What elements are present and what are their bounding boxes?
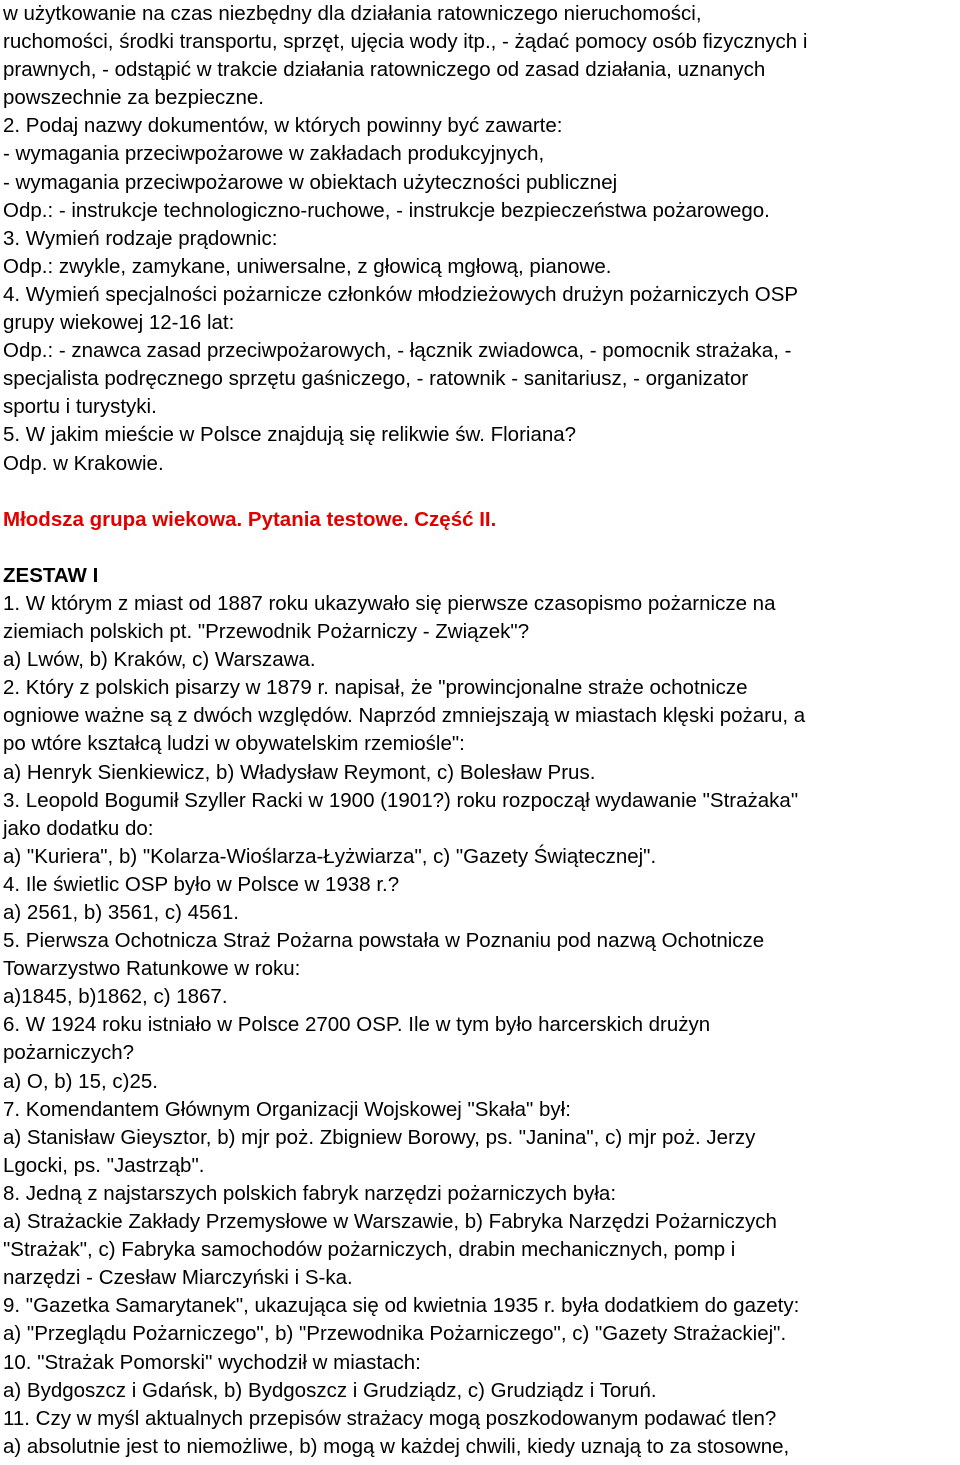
text-line: powszechnie za bezpieczne.: [3, 86, 264, 110]
question-line: 4. Wymień specjalności pożarnicze członków młodzieżowych drużyn pożarniczych OSP: [3, 282, 799, 306]
options-line: a) Stanisław Gieysztor, b) mjr poż. Zbigniew Borowy, ps. "Janina", c) mjr poż. Jerzy: [3, 1125, 756, 1149]
options-line: a) Strażackie Zakłady Przemysłowe w Warszawie, b) Fabryka Narzędzi Pożarniczych: [3, 1210, 777, 1234]
text-line: Towarzystwo Ratunkowe w roku:: [3, 957, 301, 981]
question-line: 11. Czy w myśl aktualnych przepisów strażacy mogą poszkodowanym podawać tlen?: [3, 1406, 777, 1430]
blank-line: [3, 534, 957, 562]
text-line: - wymagania przeciwpożarowe w zakładach produkcyjnych,: [3, 142, 545, 166]
question-line: 2. Podaj nazwy dokumentów, w których powinny być zawarte:: [3, 114, 563, 138]
options-line: a) "Kuriera", b) "Kolarza-Wioślarza-Łyżwiarza", c) "Gazety Świątecznej".: [3, 844, 657, 868]
blank-line: [3, 478, 957, 506]
question-line: 6. W 1924 roku istniało w Polsce 2700 OSP. Ile w tym było harcerskich drużyn: [3, 1013, 711, 1037]
options-line: a) O, b) 15, c)25.: [3, 1069, 158, 1093]
text-line: specjalista podręcznego sprzętu gaśniczego, - ratownik - sanitariusz, - organizator: [3, 367, 749, 391]
text-line: Lgocki, ps. "Jastrząb".: [3, 1153, 205, 1177]
answer-line: Odp.: - znawca zasad przeciwpożarowych, - łącznik zwiadowca, - pomocnik strażaka, -: [3, 339, 792, 363]
text-line: po wtóre kształcą ludzi w obywatelskim rzemiośle":: [3, 732, 465, 756]
question-line: 3. Wymień rodzaje prądownic:: [3, 226, 278, 250]
answer-line: Odp. w Krakowie.: [3, 451, 164, 475]
text-line: - wymagania przeciwpożarowe w obiektach użyteczności publicznej: [3, 170, 618, 194]
question-line: 5. W jakim mieście w Polsce znajdują się relikwie św. Floriana?: [3, 423, 577, 447]
text-line: ruchomości, środki transportu, sprzęt, ujęcia wody itp., - żądać pomocy osób fizycznych i: [3, 30, 808, 54]
text-line: w użytkowanie na czas niezbędny dla działania ratowniczego nieruchomości,: [3, 2, 702, 25]
question-line: 7. Komendantem Głównym Organizacji Wojskowej "Skała" był:: [3, 1097, 571, 1121]
answer-line: Odp.: - instrukcje technologiczno-ruchowe, - instrukcje bezpieczeństwa pożarowego.: [3, 198, 770, 222]
text-line: prawnych, - odstąpić w trakcie działania ratowniczego od zasad działania, uznanych: [3, 58, 766, 82]
question-line: 2. Który z polskich pisarzy w 1879 r. napisał, że "prowincjonalne straże ochotnicze: [3, 676, 748, 700]
options-line: a) 2561, b) 3561, c) 4561.: [3, 901, 239, 924]
options-line: a) Lwów, b) Kraków, c) Warszawa.: [3, 648, 316, 672]
text-line: jako dodatku do:: [3, 816, 154, 840]
question-line: 9. "Gazetka Samarytanek", ukazująca się od kwietnia 1935 r. była dodatkiem do gazety:: [3, 1294, 800, 1318]
text-line: ziemiach polskich pt. "Przewodnik Pożarniczy - Związek"?: [3, 620, 530, 644]
text-line: sportu i turystyki.: [3, 395, 157, 419]
text-line: ogniowe ważne są z dwóch względów. Naprzód zmniejszają w miastach klęski pożaru, a: [3, 704, 806, 728]
options-line: a) Bydgoszcz i Gdańsk, b) Bydgoszcz i Grudziądz, c) Grudziądz i Toruń.: [3, 1378, 657, 1402]
section-heading: Młodsza grupa wiekowa. Pytania testowe. Część II.: [3, 507, 497, 531]
question-line: 10. "Strażak Pomorski" wychodził w miastach:: [3, 1350, 421, 1374]
question-line: 8. Jedną z najstarszych polskich fabryk narzędzi pożarniczych była:: [3, 1181, 617, 1205]
text-line: "Strażak", c) Fabryka samochodów pożarniczych, drabin mechanicznych, pomp i: [3, 1238, 736, 1262]
options-line: a) "Przeglądu Pożarniczego", b) "Przewodnika Pożarniczego", c) "Gazety Strażackiej".: [3, 1322, 787, 1346]
question-line: 5. Pierwsza Ochotnicza Straż Pożarna powstała w Poznaniu pod nazwą Ochotnicze: [3, 929, 765, 953]
options-line: a) absolutnie jest to niemożliwe, b) mogą w każdej chwili, kiedy uznają to za stosowne,: [3, 1434, 790, 1458]
set-heading: ZESTAW I: [3, 563, 99, 587]
options-line: a)1845, b)1862, c) 1867.: [3, 985, 228, 1009]
text-line: pożarniczych?: [3, 1041, 135, 1065]
question-line: 4. Ile świetlic OSP było w Polsce w 1938 r.?: [3, 872, 400, 896]
question-line: 1. W którym z miast od 1887 roku ukazywało się pierwsze czasopismo pożarnicze na: [3, 591, 776, 615]
text-line: grupy wiekowej 12-16 lat:: [3, 311, 235, 335]
text-line: narzędzi - Czesław Miarczyński i S-ka.: [3, 1266, 353, 1290]
answer-line: Odp.: zwykle, zamykane, uniwersalne, z głowicą mgłową, pianowe.: [3, 254, 612, 278]
document-page: [3, 0, 957, 1461]
options-line: a) Henryk Sienkiewicz, b) Władysław Reymont, c) Bolesław Prus.: [3, 760, 596, 784]
question-line: 3. Leopold Bogumił Szyller Racki w 1900 (1901?) roku rozpoczął wydawanie "Strażaka": [3, 788, 799, 812]
